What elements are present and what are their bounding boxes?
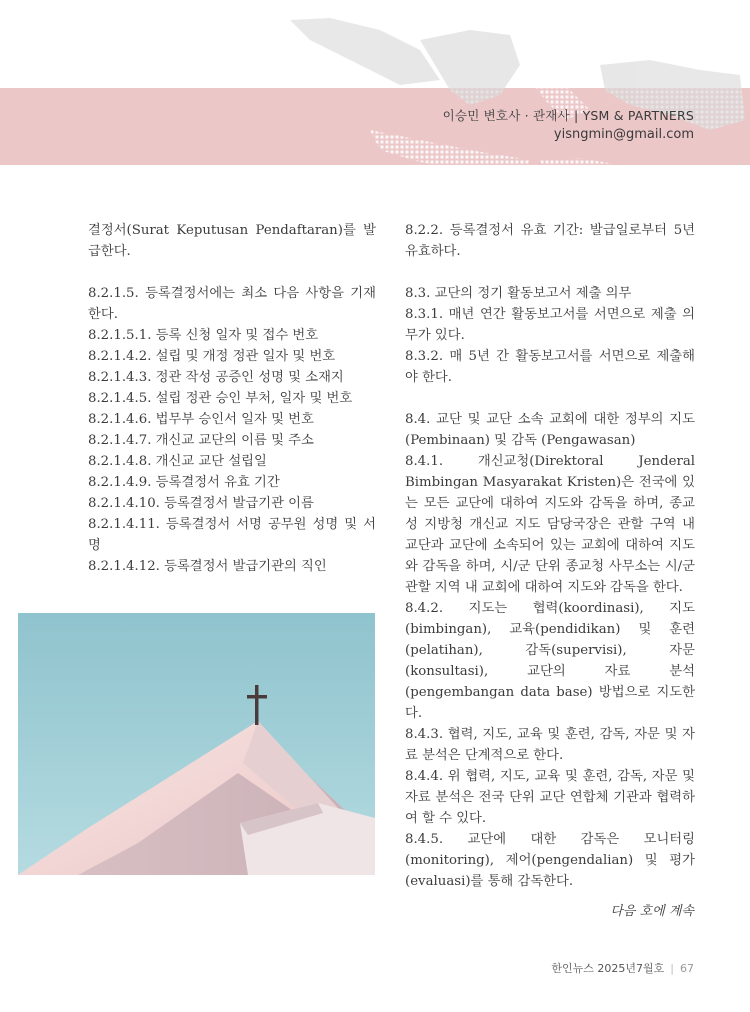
right-column [405, 220, 695, 892]
indonesia-map-icon [270, 10, 750, 200]
list-item: 8.2.1.5.1. 등록 신청 일자 및 접수 번호 [88, 328, 319, 343]
list-item: 8.2.1.4.3. 정관 작성 공증인 성명 및 소재지 [88, 370, 344, 385]
paragraph: 8.2.1.5. 등록결정서에는 최소 다음 사항을 기재한다. [88, 286, 376, 322]
list-item: 8.2.1.4.11. 등록결정서 서명 공무원 성명 및 서명 [88, 517, 376, 553]
list-item: 8.2.1.4.5. 설립 정관 승인 부처, 일자 및 번호 [88, 391, 353, 406]
paragraph: 결정서(Surat Keputusan Pendaftaran)를 발급한다. [88, 223, 376, 259]
section-heading: 8.4. 교단 및 교단 소속 교회에 대한 정부의 지도(Pembinaan) 및 감독 (Pengawasan) [405, 412, 695, 448]
left-column [88, 220, 376, 577]
footer-separator: | [670, 962, 674, 975]
author-line: 이승민 변호사 · 관재사 | YSM & PARTNERS [442, 108, 694, 123]
church-photo [18, 613, 375, 875]
page-number: 67 [680, 962, 694, 975]
list-item: 8.2.1.4.8. 개신교 교단 설립일 [88, 454, 267, 469]
list-item: 8.2.1.4.10. 등록결정서 발급기관 이름 [88, 496, 314, 511]
list-item: 8.2.1.4.6. 법무부 승인서 일자 및 번호 [88, 412, 314, 427]
paragraph: 8.4.5. 교단에 대한 감독은 모니터링(monitoring), 제어(pengendalian) 및 평가(evaluasi)를 통해 감독한다. [405, 832, 695, 889]
list-item: 8.2.1.4.7. 개신교 교단의 이름 및 주소 [88, 433, 314, 448]
paragraph: 8.4.4. 위 협력, 지도, 교육 및 훈련, 감독, 자문 및 자료 분석은 전국 단위 교단 연합체 기관과 협력하여 할 수 있다. [405, 769, 695, 826]
page-footer [551, 960, 694, 976]
paragraph: 8.3.1. 매년 연간 활동보고서를 서면으로 제출 의무가 있다. [405, 307, 695, 343]
paragraph: 8.4.2. 지도는 협력(koordinasi), 지도(bimbingan), 교육(pendidikan) 및 훈련(pelatihan), 감독(supervisi), 자문(konsultasi), 교단의 자료 분석(pengembangan data base) 방법으로 지도한다. [405, 601, 695, 721]
author-email: yisngmin@gmail.com [553, 127, 694, 142]
paragraph: 8.3.2. 매 5년 간 활동보고서를 서면으로 제출해야 한다. [405, 349, 695, 385]
list-item: 8.2.1.4.9. 등록결정서 유효 기간 [88, 475, 280, 490]
paragraph: 8.4.3. 협력, 지도, 교육 및 훈련, 감독, 자문 및 자료 분석은 단계적으로 한다. [405, 727, 695, 763]
list-item: 8.2.1.4.12. 등록결정서 발급기관의 직인 [88, 559, 327, 574]
list-item: 8.2.1.4.2. 설립 및 개정 정관 일자 및 번호 [88, 349, 336, 364]
paragraph: 8.2.2. 등록결정서 유효 기간: 발급일로부터 5년 유효하다. [405, 223, 695, 259]
publication-name: 한인뉴스 2025년7월호 [551, 962, 665, 975]
section-heading: 8.3. 교단의 정기 활동보고서 제출 의무 [405, 286, 632, 301]
continued-note: 다음 호에 계속 [610, 904, 694, 919]
paragraph: 8.4.1. 개신교청(Direktoral Jenderal Bimbingan Masyarakat Kristen)은 전국에 있는 모든 교단에 대하여 지도와 감독을 하며, 종교성 지방청 개신교 지도 담당국장은 관할 구역 내 교단과 교단에 소속되어 있는 교회에 대하여 지도와 감독을 하며, 시/군 단위 종교청 사무소는 시/군 관할 지역 내 교회에 대하여 지도와 감독을 한다. [405, 454, 695, 595]
